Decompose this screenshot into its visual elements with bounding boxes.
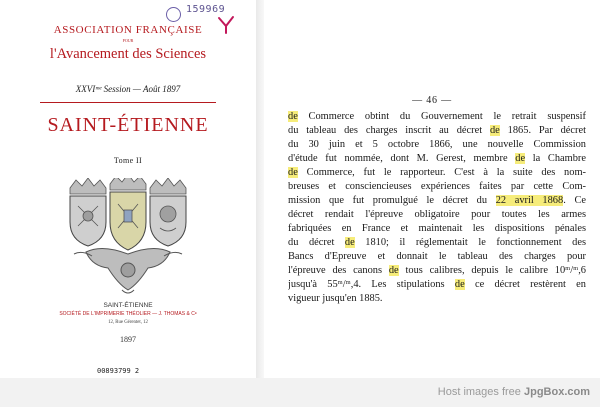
text-segment: du 30 juin et 5 octobre 1866, une nouvelle Commission xyxy=(288,139,586,150)
text-segment: décret rendait l'épreuve obligatoire pour toutes les armes xyxy=(288,209,586,220)
book-gutter xyxy=(256,0,264,378)
text-line xyxy=(288,180,586,194)
text-segment: Commerce obtint du Gouvernement le retrait suspensif xyxy=(297,111,586,122)
publisher-address: 12, Rue Gérentet, 12 xyxy=(108,320,148,325)
session-line: XXVIᵐᵉ Session — Août 1897 xyxy=(75,84,181,94)
text-line xyxy=(288,236,586,250)
text-segment: l'épreuve des canons xyxy=(288,265,389,276)
text-segment: 1810; il réglementait le fonctionnement des xyxy=(354,237,586,248)
association-name: ASSOCIATION FRANÇAISE xyxy=(53,24,203,36)
text-line xyxy=(288,292,586,306)
highlighted-word: 22 avril 1868 xyxy=(495,195,564,206)
text-segment: 1865. Par décret xyxy=(499,125,586,136)
text-segment: du tableau des charges inscrit au décret xyxy=(288,125,490,136)
text-line xyxy=(288,222,586,236)
publisher-name: SOCIÉTÉ DE L'IMPRIMERIE THÉOLIER — J. THOMAS & Cᵉ xyxy=(59,311,197,317)
tome-label: Tome II xyxy=(113,156,143,165)
text-segment: tous calibres, depuis le calibre 10ᵐ/ᵐ,6 xyxy=(398,265,586,276)
highlighted-word: de xyxy=(388,265,399,276)
text-line xyxy=(288,264,586,278)
text-line xyxy=(288,208,586,222)
text-segment: mission que fut promulgué le décret du xyxy=(288,195,496,206)
city-title: SAINT-ÉTIENNE xyxy=(47,114,209,136)
association-subtitle: l'Avancement des Sciences xyxy=(49,46,207,62)
library-stamp-circle xyxy=(166,7,181,22)
footer-bar xyxy=(0,378,600,407)
text-line xyxy=(288,110,586,124)
publisher-city: SAINT-ÉTIENNE xyxy=(103,302,153,309)
text-segment: Bancs d'Epreuve et donnait le tableau des charges pour xyxy=(288,251,586,262)
text-segment: du décret xyxy=(288,237,345,248)
text-segment: . Ce xyxy=(563,195,586,206)
text-page xyxy=(264,0,600,378)
barcode-number: 00893799 2 xyxy=(97,367,140,375)
highlighted-word: de xyxy=(489,125,500,136)
text-segment: fabriquées en France et maintenait les dispositions pénales xyxy=(288,223,586,234)
text-line xyxy=(288,124,586,138)
body-text xyxy=(288,110,586,306)
text-line xyxy=(288,152,586,166)
footer-host-text: Host images free xyxy=(437,386,521,398)
text-segment: d'étude fut nommée, dont M. Gerest, membre xyxy=(288,153,516,164)
text-line xyxy=(288,278,586,292)
highlighted-word: de xyxy=(344,237,355,248)
title-page xyxy=(0,0,256,378)
text-line xyxy=(288,194,586,208)
stamp-number: 159969 xyxy=(186,4,226,15)
text-line xyxy=(288,250,586,264)
footer-watermark xyxy=(438,386,590,398)
highlighted-word: de xyxy=(288,167,298,178)
text-segment: jusqu'à 55ᵐ/ᵐ,4. Les stipulations xyxy=(288,279,455,290)
text-segment: ce décret restèrent en xyxy=(464,279,586,290)
text-segment: la Chambre xyxy=(525,153,586,164)
association-pour: POUR xyxy=(122,38,134,43)
divider xyxy=(40,102,216,103)
footer-brand-link[interactable]: JpgBox.com xyxy=(523,386,590,398)
highlighted-word: de xyxy=(288,111,298,122)
text-line xyxy=(288,166,586,180)
text-line xyxy=(288,138,586,152)
highlighted-word: de xyxy=(454,279,465,290)
text-segment: breuses et consciencieuses expériences faites par cette Com- xyxy=(288,181,586,192)
highlighted-word: de xyxy=(515,153,526,164)
coat-of-arms-icon xyxy=(52,178,204,296)
page-number: — 46 — xyxy=(412,95,452,106)
publication-year: 1897 xyxy=(120,335,136,344)
text-segment: vigueur jusqu'en 1885. xyxy=(288,293,383,304)
text-segment: Commerce, fut le rapporteur. C'est à la suite des nom- xyxy=(297,167,586,178)
